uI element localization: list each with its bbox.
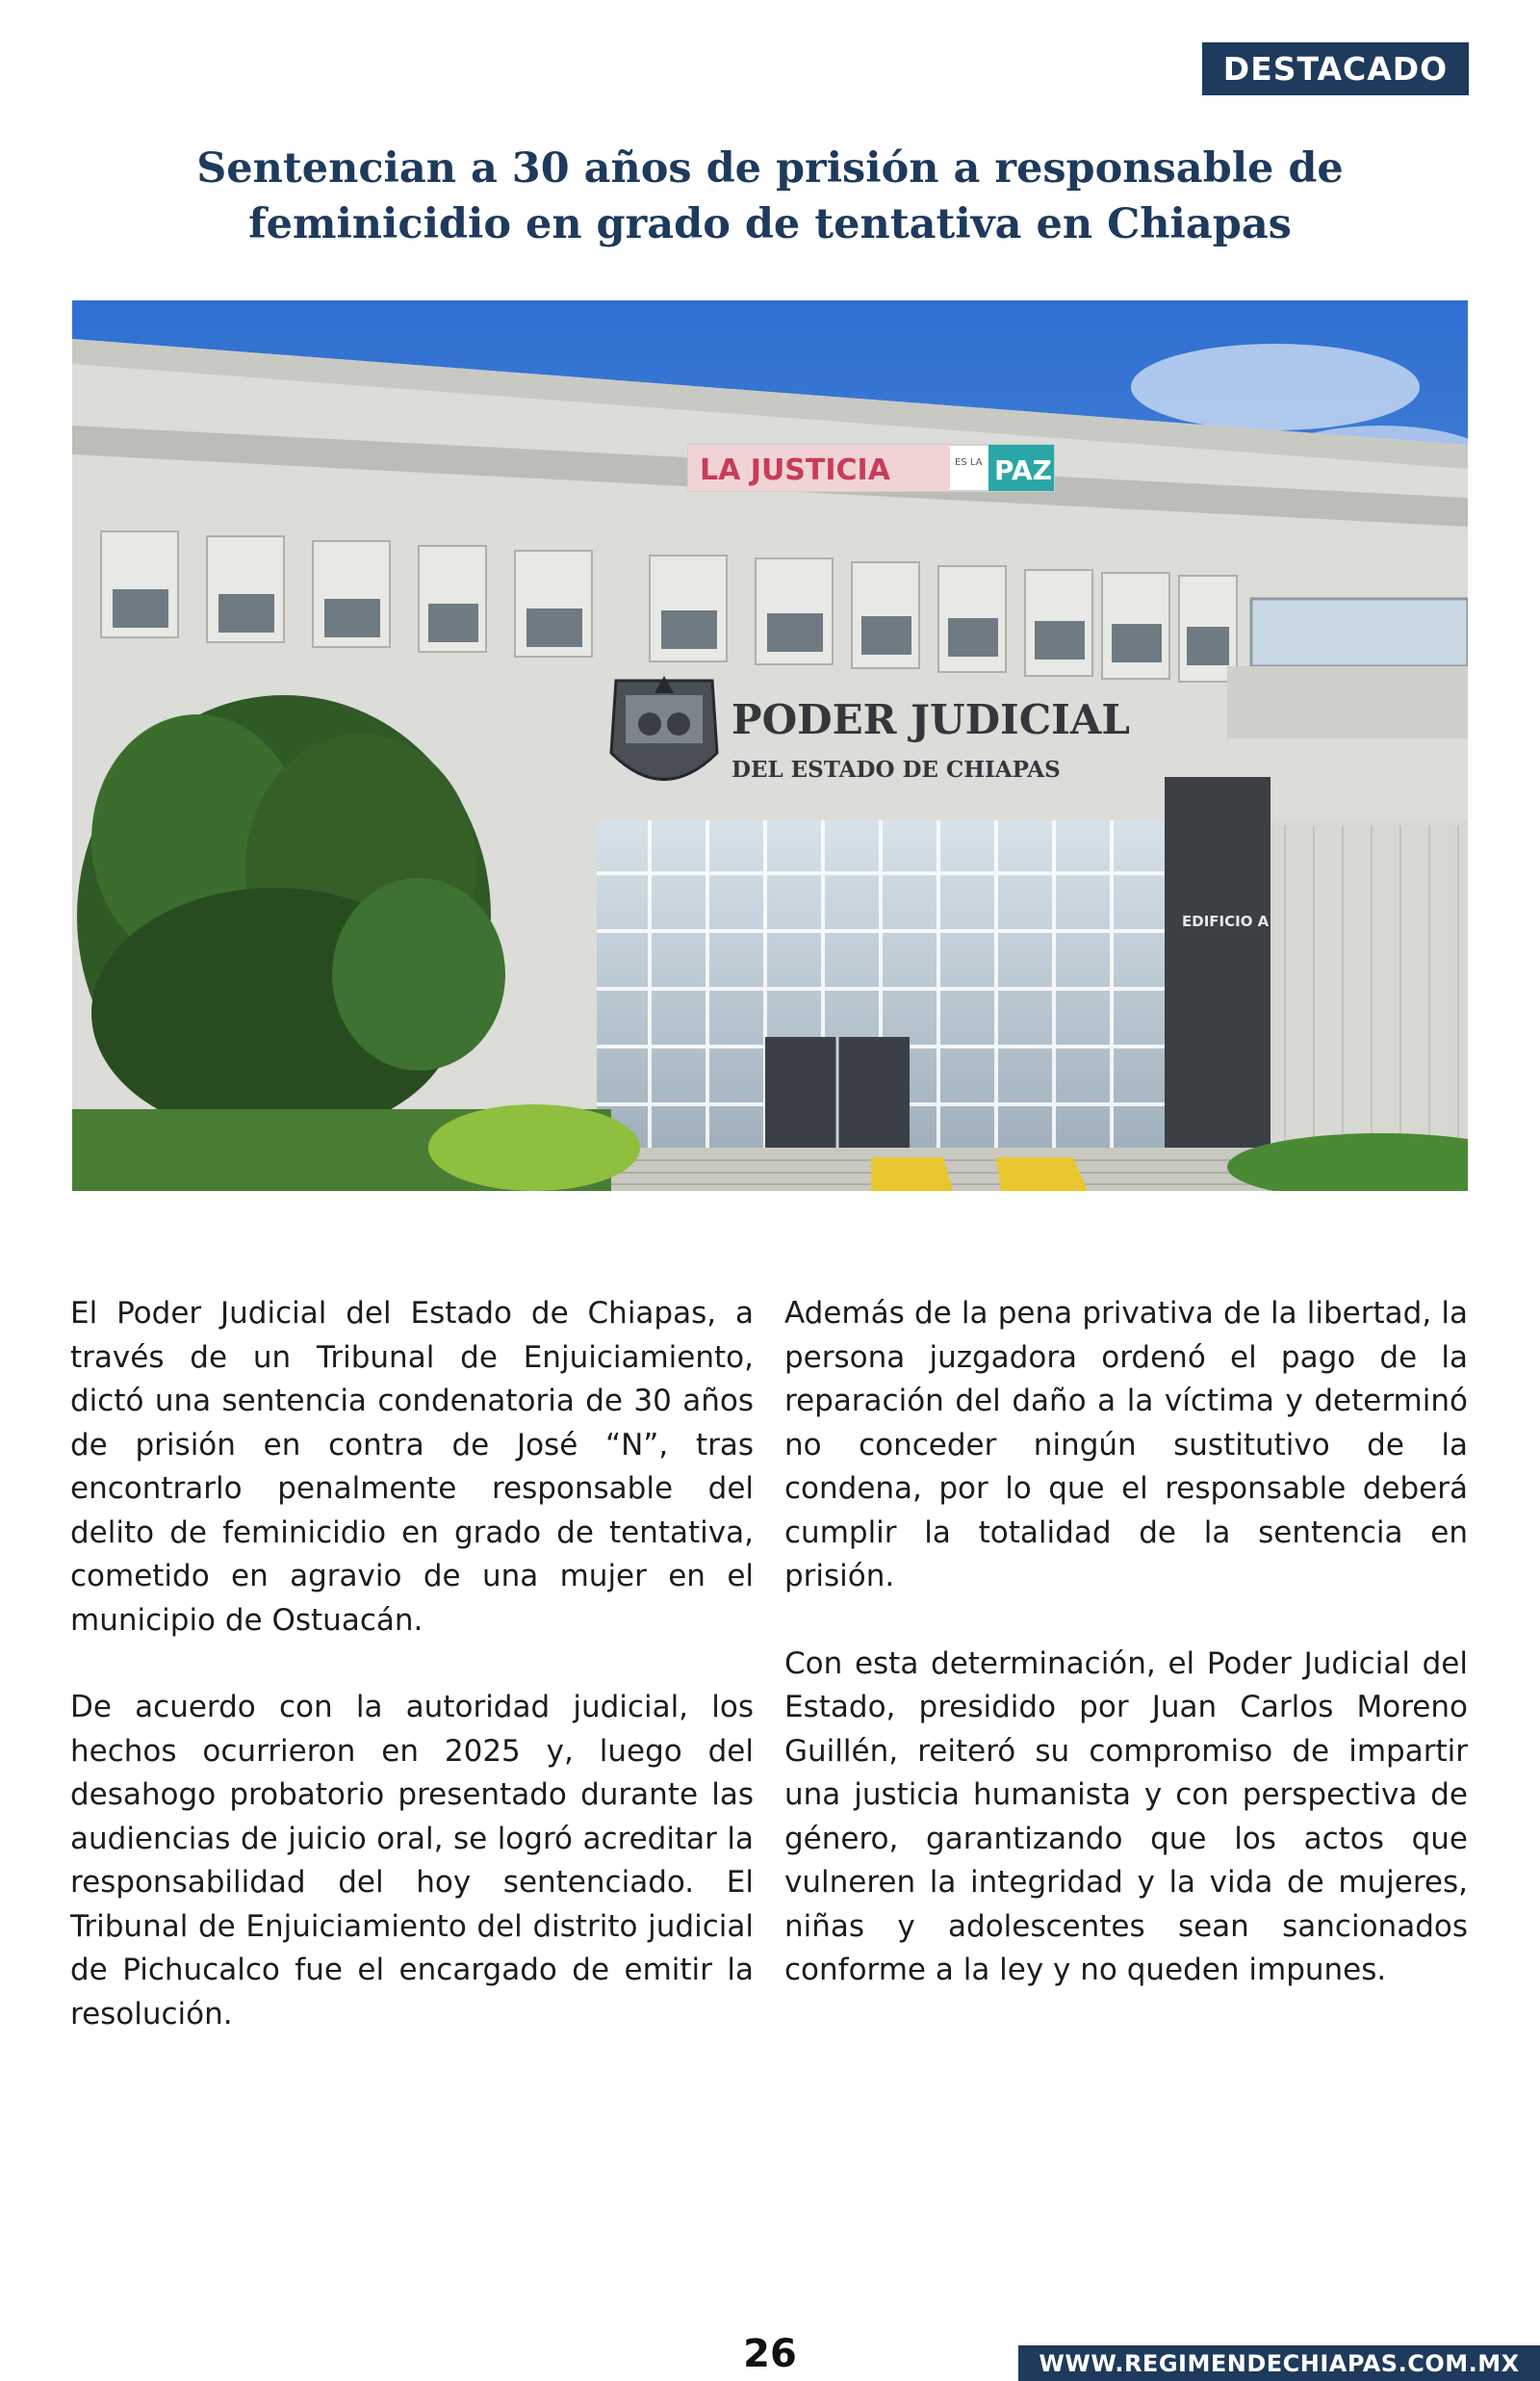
banner-text-right: PAZ: [994, 454, 1052, 486]
banner-text-left: LA JUSTICIA: [700, 453, 890, 487]
court-emblem-icon: [611, 676, 717, 780]
article-column-right: [784, 1292, 1468, 2036]
article-headline: Sentencian a 30 años de prisión a responsable de feminicidio en grado de tentativa en Chiapas: [196, 144, 1344, 248]
sign-line-2: DEL ESTADO DE CHIAPAS: [732, 757, 1061, 783]
article-column-left: [70, 1292, 754, 2080]
paragraph: El Poder Judicial del Estado de Chiapas, a través de un Tribunal de Enjuiciamiento, dictó una sentencia condenatoria de 30 años de prisión en contra de José “N”, tras encontrarlo penalmente responsable del delito de feminicidio en grado de tentativa, cometido en agravio de una mujer en el municipio de Ostuacán.: [70, 1296, 754, 1638]
website-url[interactable]: WWW.REGIMENDECHIAPAS.COM.MX: [1018, 2345, 1540, 2381]
section-tag: DESTACADO: [1202, 42, 1469, 95]
sign-line-1: PODER JUDICIAL: [732, 696, 1130, 743]
banner-text-small: ES LA: [955, 457, 983, 468]
justicia-banner: [688, 445, 1054, 491]
article-photo: [72, 300, 1468, 1191]
paragraph: De acuerdo con la autoridad judicial, los hechos ocurrieron en 2025 y, luego del desahogo probatorio presentado durante las audiencias de juicio oral, se logró acreditar la responsabilidad del hoy sentenciado. El Tribunal de Enjuiciamiento del distrito judicial de Pichucalco fue el encargado de emitir la resolución.: [70, 1690, 754, 2032]
page-number: 26: [743, 2332, 797, 2376]
paragraph: Con esta determinación, el Poder Judicial del Estado, presidido por Juan Carlos Moreno Guillén, reiteró su compromiso de impartir una justicia humanista y con perspectiva de género, garantizando que los actos que vulneren la integridad y la vida de mujeres, niñas y adolescentes sean sancionados conforme a la ley y no queden impunes.: [784, 1645, 1468, 1987]
paragraph: Además de la pena privativa de la libertad, la persona juzgadora ordenó el pago de la reparación del daño a la víctima y determinó no conceder ningún sustitutivo de la condena, por lo que el responsable deberá cumplir la totalidad de la sentencia en prisión.: [784, 1296, 1468, 1593]
building-label: EDIFICIO A: [1182, 913, 1270, 930]
